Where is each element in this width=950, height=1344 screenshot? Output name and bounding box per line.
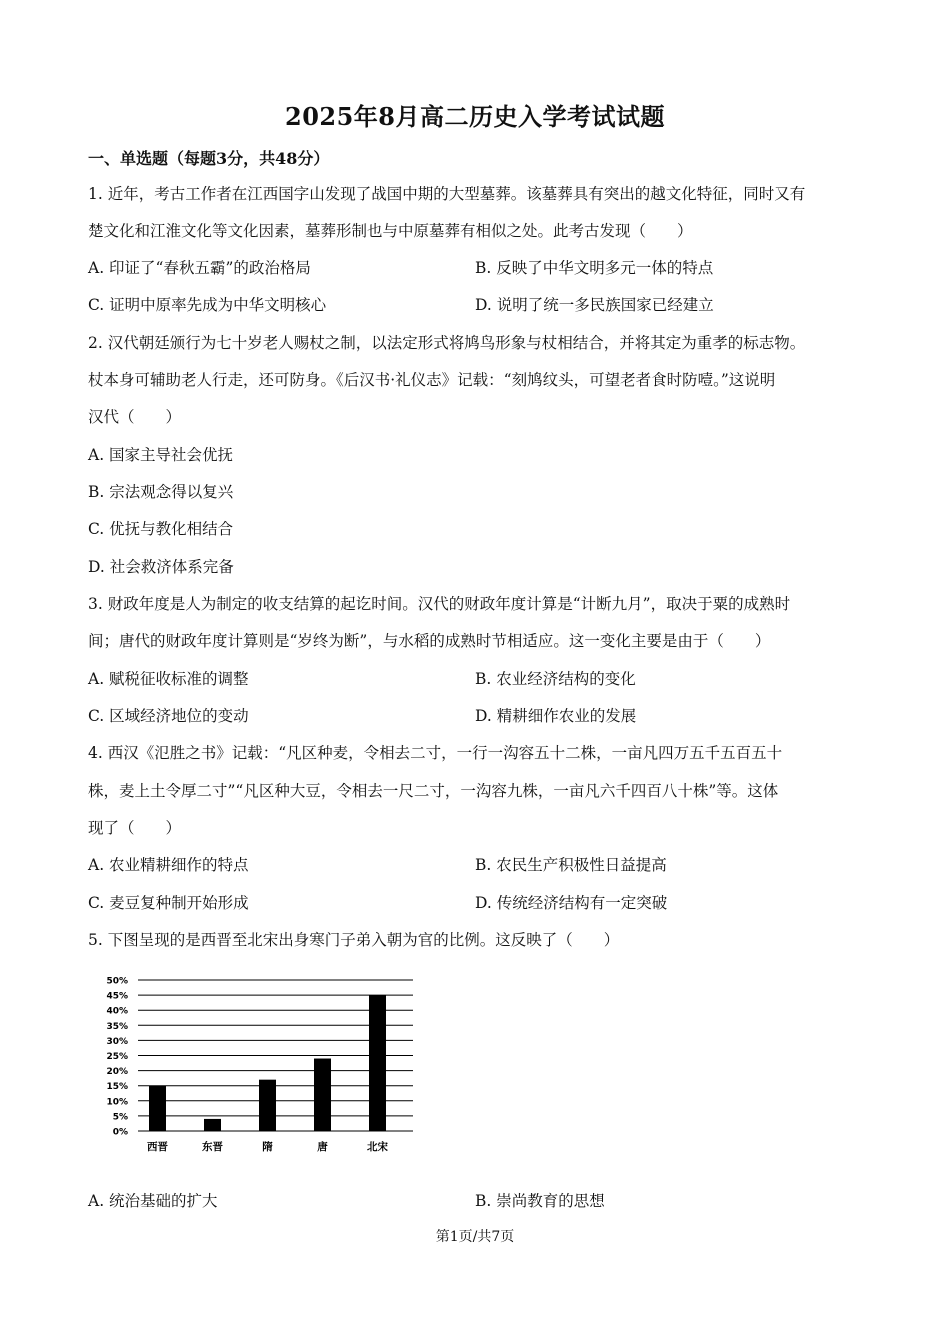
bar-3 [314, 1059, 331, 1131]
page-footer: 第1页/共7页 [435, 1229, 515, 1245]
x-category-label: 隋 [262, 1141, 273, 1153]
q5-option-a: A. 统治基础的扩大 [88, 1192, 218, 1210]
y-tick-label: 30% [106, 1036, 128, 1047]
q5-line-1: 5. 下图呈现的是西晋至北宋出身寒门子弟入朝为官的比例。这反映了（ ） [88, 931, 620, 949]
q1-line-1: 1. 近年，考古工作者在江西国字山发现了战国中期的大型墓葬。该墓葬具有突出的越文化特征，同时又有 [88, 185, 806, 203]
y-tick-label: 40% [106, 1006, 128, 1017]
bar-4 [369, 995, 386, 1131]
x-category-label: 西晋 [147, 1141, 168, 1153]
y-tick-label: 35% [106, 1021, 128, 1032]
q4-line-3: 现了（ ） [88, 819, 182, 837]
q4-line-2: 株，麦上土令厚二寸”“凡区种大豆，令相去一尺二寸，一沟容九株，一亩凡六千四百八十株”等。这体 [88, 782, 779, 800]
y-tick-label: 10% [106, 1097, 128, 1108]
q5-option-b: B. 崇尚教育的思想 [475, 1192, 605, 1210]
q2-line-3: 汉代（ ） [88, 408, 182, 426]
y-tick-label: 20% [106, 1067, 128, 1078]
page-title: 2025年8月高二历史入学考试试题 [285, 102, 665, 131]
y-tick-label: 15% [106, 1082, 128, 1093]
bar-1 [204, 1119, 221, 1131]
q1-option-b: B. 反映了中华文明多元一体的特点 [475, 259, 714, 277]
q3-line-1: 3. 财政年度是人为制定的收支结算的起讫时间。汉代的财政年度计算是“计断九月”，取决于粟的成熟时 [88, 595, 791, 613]
q4-option-a: A. 农业精耕细作的特点 [88, 856, 249, 874]
bar-0 [149, 1086, 166, 1131]
y-tick-label: 0% [112, 1127, 128, 1138]
q3-option-b: B. 农业经济结构的变化 [475, 670, 636, 688]
q3-line-2: 间；唐代的财政年度计算则是“岁终为断”，与水稻的成熟时节相适应。这一变化主要是由于（ ） [88, 632, 771, 650]
x-category-label: 东晋 [202, 1141, 223, 1153]
y-tick-label: 50% [106, 976, 128, 987]
y-tick-label: 5% [112, 1112, 128, 1123]
x-category-label: 北宋 [367, 1141, 388, 1153]
q1-option-c: C. 证明中原率先成为中华文明核心 [88, 296, 327, 314]
q3-option-d: D. 精耕细作农业的发展 [475, 707, 637, 725]
q2-option-a: A. 国家主导社会优抚 [88, 446, 234, 464]
bar-2 [259, 1080, 276, 1131]
q2-line-2: 杖本身可辅助老人行走，还可防身。《后汉书·礼仪志》记载：“刻鸠纹头，可望老者食时防噎。”这说明 [88, 371, 776, 389]
q2-line-1: 2. 汉代朝廷颁行为七十岁老人赐杖之制，以法定形式将鸠鸟形象与杖相结合，并将其定为重孝的标志物。 [88, 334, 806, 352]
bar-chart [98, 970, 428, 1160]
q4-option-c: C. 麦豆复种制开始形成 [88, 894, 249, 912]
q4-option-b: B. 农民生产积极性日益提高 [475, 856, 667, 874]
x-category-label: 唐 [317, 1141, 328, 1153]
q4-option-d: D. 传统经济结构有一定突破 [475, 894, 668, 912]
q1-line-2: 楚文化和江淮文化等文化因素，墓葬形制也与中原墓葬有相似之处。此考古发现（ ） [88, 222, 693, 240]
y-tick-label: 45% [106, 991, 128, 1002]
q2-option-c: C. 优抚与教化相结合 [88, 520, 234, 538]
q1-option-a: A. 印证了“春秋五霸”的政治格局 [88, 259, 311, 277]
q2-option-b: B. 宗法观念得以复兴 [88, 483, 234, 501]
y-tick-label: 25% [106, 1052, 128, 1062]
q1-option-d: D. 说明了统一多民族国家已经建立 [475, 296, 714, 314]
section-header: 一、单选题（每题3分，共48分） [88, 149, 330, 168]
q2-option-d: D. 社会救济体系完备 [88, 558, 234, 576]
q4-line-1: 4. 西汉《氾胜之书》记载：“凡区种麦，令相去二寸，一行一沟容五十二株，一亩凡四万五千五百五十 [88, 744, 783, 762]
q3-option-c: C. 区域经济地位的变动 [88, 707, 249, 725]
q3-option-a: A. 赋税征收标准的调整 [88, 670, 249, 688]
